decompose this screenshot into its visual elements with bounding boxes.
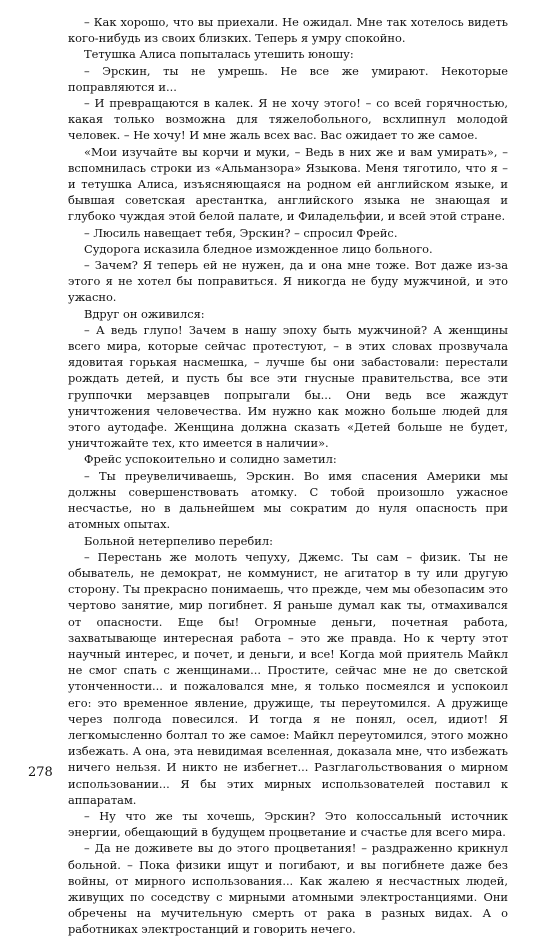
paragraph: Больной нетерпеливо перебил: — [84, 533, 273, 548]
paragraph: Тетушка Алиса попыталась утешить юношу: — [84, 47, 354, 62]
paragraph: – Зачем? Я теперь ей не нужен, да и она мне тоже. Вот даже из-за этого я не хотел бы поправиться. Я никогда не буду мужчиной, и это ужасно. — [68, 258, 508, 305]
paragraph: – Ты преувеличиваешь, Эрскин. Во имя спасения Америки мы должны совершенствовать атомку. С тобой произошло ужасное несчастье, но в дальнейшем мы сократим до нуля опасность при атомных опытах. — [68, 468, 508, 532]
paragraph: – Как хорошо, что вы приехали. Не ожидал. Мне так хотелось видеть кого-нибудь из своих близких. Теперь я умру спокойно. — [68, 15, 508, 46]
paragraph: – Люсиль навещает тебя, Эрскин? – спросил Фрейс. — [84, 225, 398, 240]
paragraph: Судорога исказила бледное изможденное лицо больного. — [84, 241, 433, 256]
paragraph: – Эрскин, ты не умрешь. Не все же умирают. Некоторые поправляются и... — [68, 63, 508, 94]
paragraph: – Ну что же ты хочешь, Эрскин? Это колоссальный источник энергии, обещающий в будущем процветание и счастье для всего мира. — [68, 808, 508, 840]
paragraph: – Да не доживете вы до этого процветания! – раздраженно крикнул больной. – Пока физики ищут и погибают, и вы погибнете даже без войны, от мирного использования... Как жалею я несчастных людей, живущих по соседству с мирными атомными электростанциями. Они обречены на мучительную смерть от рака в разных видах. А о работниках электростанций и говорить нечего. — [68, 841, 508, 937]
page-number: 278 — [28, 765, 53, 780]
paragraph: – И превращаются в калек. Я не хочу этого! – со всей горячностью, какая только возможна для тяжелобольного, всхлипнул молодой человек. – Не хочу! И мне жаль всех вас. Вас ожидает то же самое. — [68, 96, 508, 143]
paragraph: Фрейс успокоительно и солидно заметил: — [84, 452, 337, 467]
page-body — [68, 14, 508, 938]
paragraph: Вдруг он оживился: — [84, 306, 205, 321]
paragraph: – Перестань же молоть чепуху, Джемс. Ты сам – физик. Ты не обыватель, не демократ, не коммунист, не агитатор в ту или другую сторону. Ты прекрасно понимаешь, что прежде, чем мы обезопасим это чертово занятие, мир погибнет. Я раньше думал как ты, отмахивался от опасности. Еще бы! Огромные деньги, почетная работа, захватывающе интересная работа – это же правда. Но к черту этот научный интерес, и почет, и деньги, и все! Когда мой приятель Майкл не смог спать с женщинами... Простите, сейчас мне не до светской утонченности... и пожаловался мне, я только посмеялся и успокоил его: это временное явление, дружище, ты переутомился. А дружище через полгода повесился. И тогда я не понял, осел, идиот! Я легкомысленно болтал то же самое: Майкл переутомился, этого можно избежать. А она, эта невидимая вселенная, доказала мне, что избежать ничего нельзя. И никто не избегнет... Разглагольствования о мирном использовании... Я бы этих мирных использователей поставил к аппаратам. — [68, 549, 508, 807]
paragraph: «Мои изучайте вы корчи и муки, – Ведь в них же и вам умирать», – вспомнилась строки из «Альманзора» Языкова. Меня тяготило, что я – и тетушка Алиса, изъясняющаяся на родном ей английском языке, и бывшая советская арестантка, английского языка не знающая и глубоко чуждая этой белой палате, и Филадельфии, и всей этой стране. — [68, 144, 508, 224]
paragraph: – А ведь глупо! Зачем в нашу эпоху быть мужчиной? А женщины всего мира, которые сейчас протестуют, – в этих словах прозвучала ядовитая горькая насмешка, – лучше бы они забастовали: перестали рождать детей, и пусть бы все эти гнусные правительства, все эти группочки мерзавцев попрыгали бы... Они ведь все жаждут уничтожения человечества. Им нужно как можно больше людей для этого аутодафе. Женщина должна сказать «Детей больше не будет, уничтожайте тех, кто имеется в наличии». — [68, 322, 508, 451]
